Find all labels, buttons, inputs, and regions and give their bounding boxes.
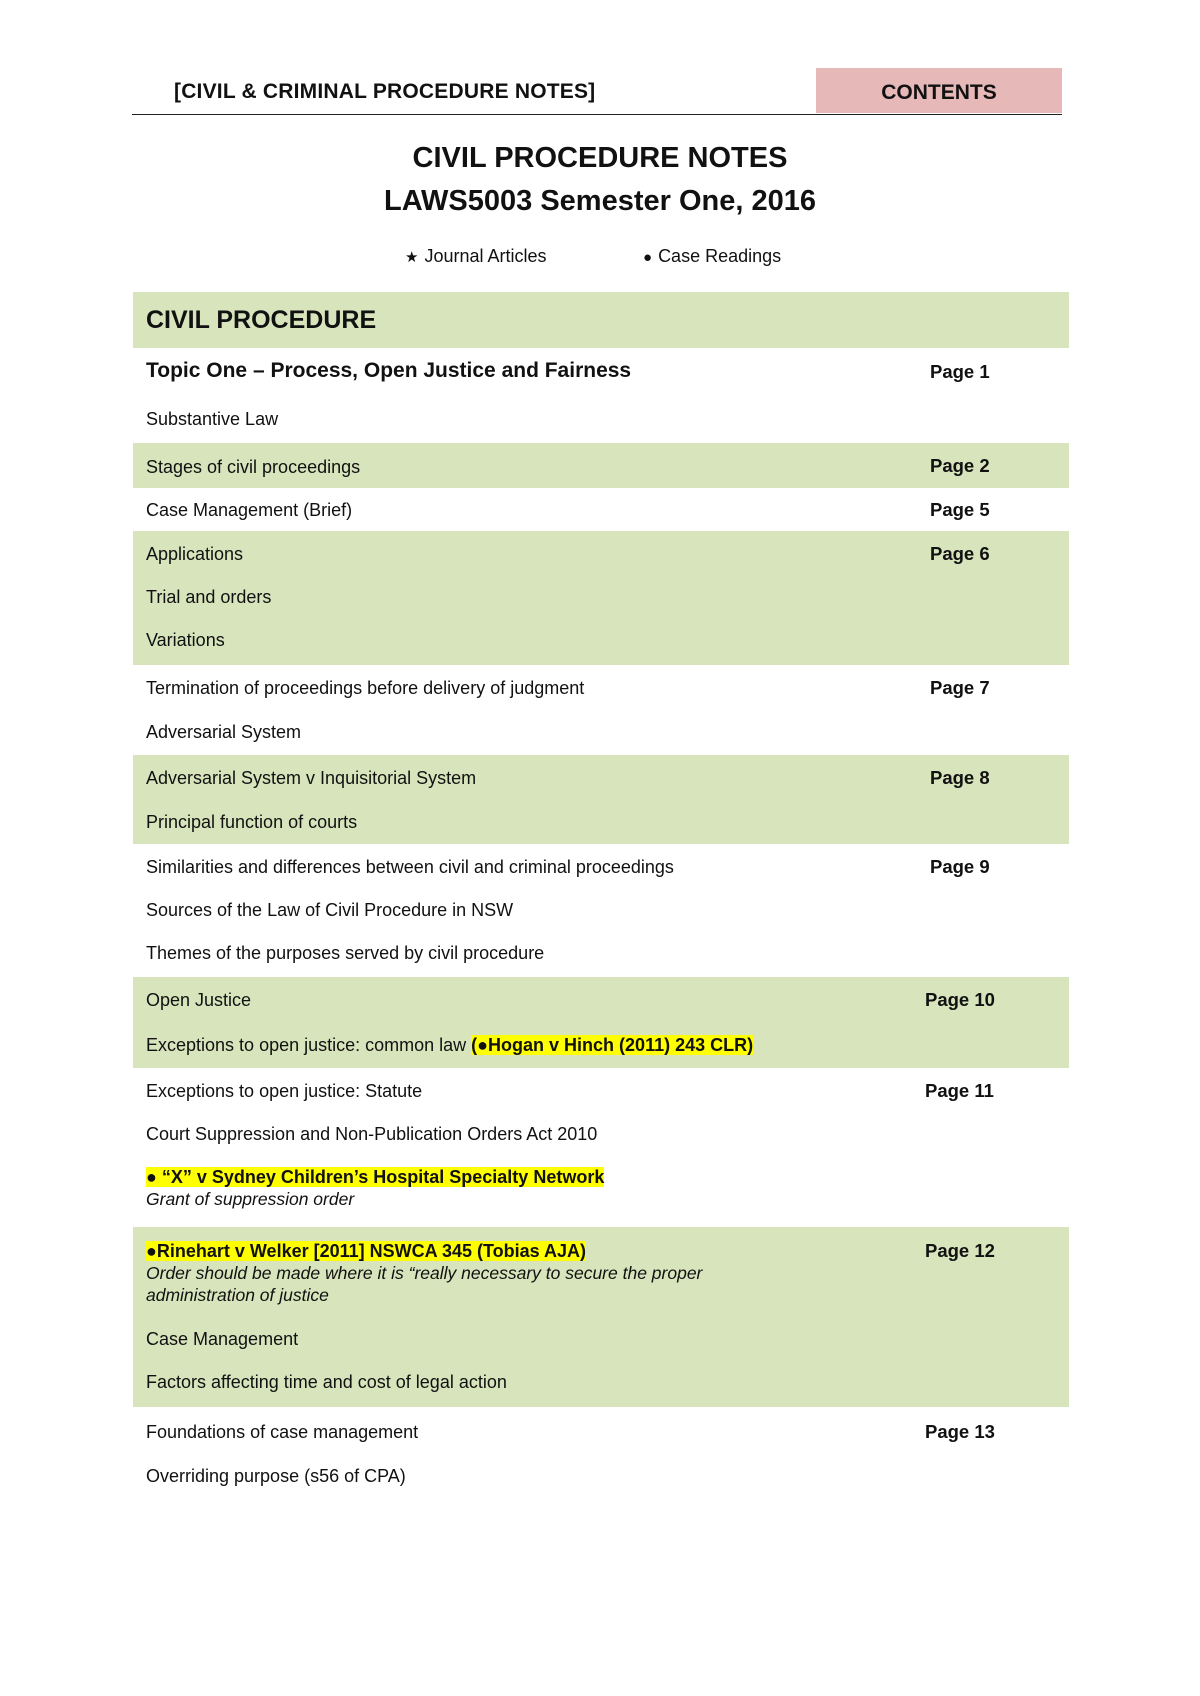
case-note: Grant of suppression order (146, 1189, 355, 1209)
section-heading: CIVIL PROCEDURE (133, 292, 1069, 348)
legend-case-readings (643, 246, 781, 267)
toc-block (133, 1068, 1069, 1227)
page-ref: Page 10 (925, 989, 995, 1010)
page-ref: Page 9 (930, 856, 990, 877)
header-title: [CIVIL & CRIMINAL PROCEDURE NOTES] (174, 80, 596, 103)
page-header (132, 68, 1062, 115)
toc-entry (146, 1034, 753, 1056)
toc-entry: Stages of civil proceedings (146, 457, 361, 477)
page-ref: Page 6 (930, 543, 990, 564)
case-note: Order should be made where it is “really necessary to secure the proper (146, 1263, 703, 1283)
toc-entry (146, 1240, 586, 1262)
page-ref: Page 5 (930, 499, 990, 520)
toc-entry-text: Exceptions to open justice: common law (146, 1035, 472, 1055)
toc-block (133, 755, 1069, 844)
legend-case-label: Case Readings (658, 246, 782, 266)
toc-block (133, 1407, 1069, 1503)
toc-entry: Applications (146, 544, 244, 564)
toc-entry: Principal function of courts (146, 812, 358, 832)
toc-entry: Sources of the Law of Civil Procedure in NSW (146, 900, 514, 920)
page-ref: Page 8 (930, 767, 990, 788)
case-reading-highlight: ● “X” v Sydney Children’s Hospital Specialty Network (146, 1167, 605, 1187)
page-ref: Page 12 (925, 1240, 995, 1261)
toc-entry: Exceptions to open justice: Statute (146, 1081, 423, 1101)
toc-entry: Foundations of case management (146, 1422, 419, 1442)
toc-block (133, 977, 1069, 1068)
case-reading-highlight: (●Hogan v Hinch (2011) 243 CLR) (471, 1035, 754, 1055)
page-ref: Page 2 (930, 455, 990, 476)
toc-entry: Court Suppression and Non-Publication Orders Act 2010 (146, 1124, 598, 1144)
page-ref: Page 11 (925, 1080, 994, 1101)
toc-entry: Case Management (Brief) (146, 500, 353, 520)
toc-block (133, 665, 1069, 755)
topic-title: Topic One – Process, Open Justice and Fairness (146, 359, 632, 382)
page-ref: Page 1 (930, 361, 990, 382)
toc-entry: Trial and orders (146, 587, 272, 607)
legend-journal-label: Journal Articles (424, 246, 547, 266)
toc-entry: Case Management (146, 1329, 299, 1349)
document-title: CIVIL PROCEDURE NOTES (412, 142, 788, 174)
toc-entry: Substantive Law (146, 409, 279, 429)
document-subtitle: LAWS5003 Semester One, 2016 (383, 185, 816, 217)
toc-block (133, 531, 1069, 665)
toc-entry: Variations (146, 630, 225, 650)
toc-block (133, 488, 1069, 531)
bullet-icon: ● (643, 249, 653, 266)
star-icon: ★ (405, 249, 419, 266)
toc-entry: Termination of proceedings before delivery of judgment (146, 678, 585, 698)
contents-badge: CONTENTS (816, 68, 1062, 113)
toc-entry: Adversarial System (146, 722, 302, 742)
toc-entry: Themes of the purposes served by civil procedure (146, 943, 545, 963)
page-ref: Page 13 (925, 1421, 995, 1442)
toc-entry: Similarities and differences between civil and criminal proceedings (146, 857, 674, 877)
case-note: administration of justice (146, 1285, 329, 1305)
legend-journal-articles (405, 246, 547, 267)
toc-block (133, 844, 1069, 977)
toc-entry: Adversarial System v Inquisitorial System (146, 768, 477, 788)
toc-entry (146, 1166, 604, 1188)
toc-entry: Factors affecting time and cost of legal action (146, 1372, 507, 1392)
toc-block (133, 348, 1069, 443)
table-of-contents (133, 292, 1069, 1503)
toc-entry: Overriding purpose (s56 of CPA) (146, 1466, 406, 1486)
toc-block (133, 1227, 1069, 1407)
case-reading-highlight: ●Rinehart v Welker [2011] NSWCA 345 (Tobias AJA) (146, 1241, 586, 1261)
page-ref: Page 7 (930, 677, 990, 698)
toc-block (133, 443, 1069, 488)
toc-entry: Open Justice (146, 990, 252, 1010)
